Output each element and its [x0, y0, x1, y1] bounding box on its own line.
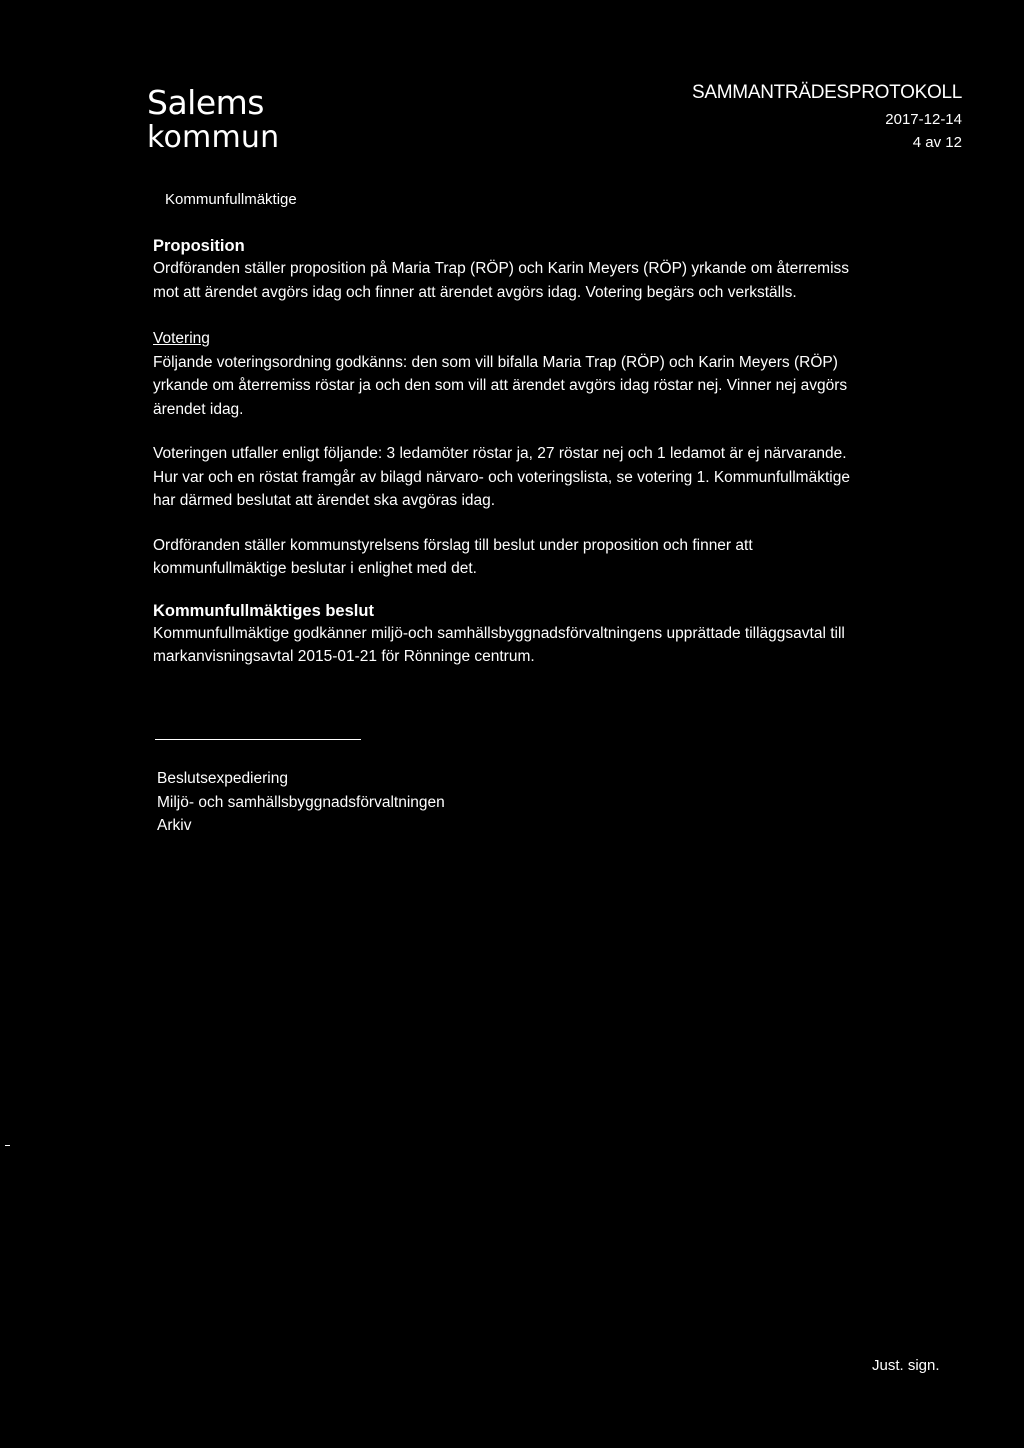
- logo-line-kommun: kommun: [147, 120, 280, 155]
- dispatch-heading: Beslutsexpediering: [157, 770, 288, 787]
- votering-result-text: Voteringen utfaller enligt följande: 3 ledamöter röstar ja, 27 röstar nej och 1 ledamot är ej närvarande. Hur var och en röstat framgår av bilagd närvaro- och voteringslista, se votering 1. Kommunfullmäktige har därmed beslutat att ärendet ska avgöras idag.: [153, 445, 850, 509]
- chair-proposal-text: Ordföranden ställer kommunstyrelsens förslag till beslut under proposition och finner att kommunfullmäktige beslutar i enlighet med det.: [153, 536, 753, 577]
- meeting-date: 2017-12-14: [885, 111, 962, 128]
- document-type: SAMMANTRÄDESPROTOKOLL: [692, 82, 962, 103]
- protocol-content: [153, 235, 873, 669]
- organ-name: Kommunfullmäktige: [165, 191, 297, 208]
- proposition-heading: Proposition: [153, 237, 245, 255]
- document-header: [692, 82, 962, 152]
- scan-edge-mark: [5, 1145, 10, 1146]
- decision-text: Kommunfullmäktige godkänner miljö-och samhällsbyggnadsförvaltningens upprättade tilläggsavtal till markanvisningsavtal 2015-01-21 för Rönninge centrum.: [153, 624, 845, 665]
- dispatch-item: Arkiv: [157, 817, 192, 834]
- votering-order-text: Följande voteringsordning godkänns: den som vill bifalla Maria Trap (RÖP) och Karin Meyers (RÖP) yrkande om återremiss röstar ja och den som vill att ärendet avgörs idag röstar nej. Vinner nej avgörs ärendet idag.: [153, 353, 848, 418]
- votering-heading: Votering: [153, 330, 210, 347]
- dispatch-item: Miljö- och samhällsbyggnadsförvaltningen: [157, 793, 445, 811]
- dispatch-list: [157, 767, 445, 838]
- section-divider: [155, 739, 361, 740]
- decision-heading: Kommunfullmäktiges beslut: [153, 601, 374, 620]
- justification-signature-label: Just. sign.: [872, 1357, 940, 1374]
- proposition-text: Ordföranden ställer proposition på Maria Trap (RÖP) och Karin Meyers (RÖP) yrkande om återremiss mot att ärendet avgörs idag och finner att ärendet avgörs idag. Votering begärs och verkställs.: [153, 260, 850, 301]
- page-number: 4 av 12: [912, 134, 962, 151]
- logo-line-salems: Salems: [147, 83, 264, 122]
- salems-kommun-logo: [147, 83, 280, 155]
